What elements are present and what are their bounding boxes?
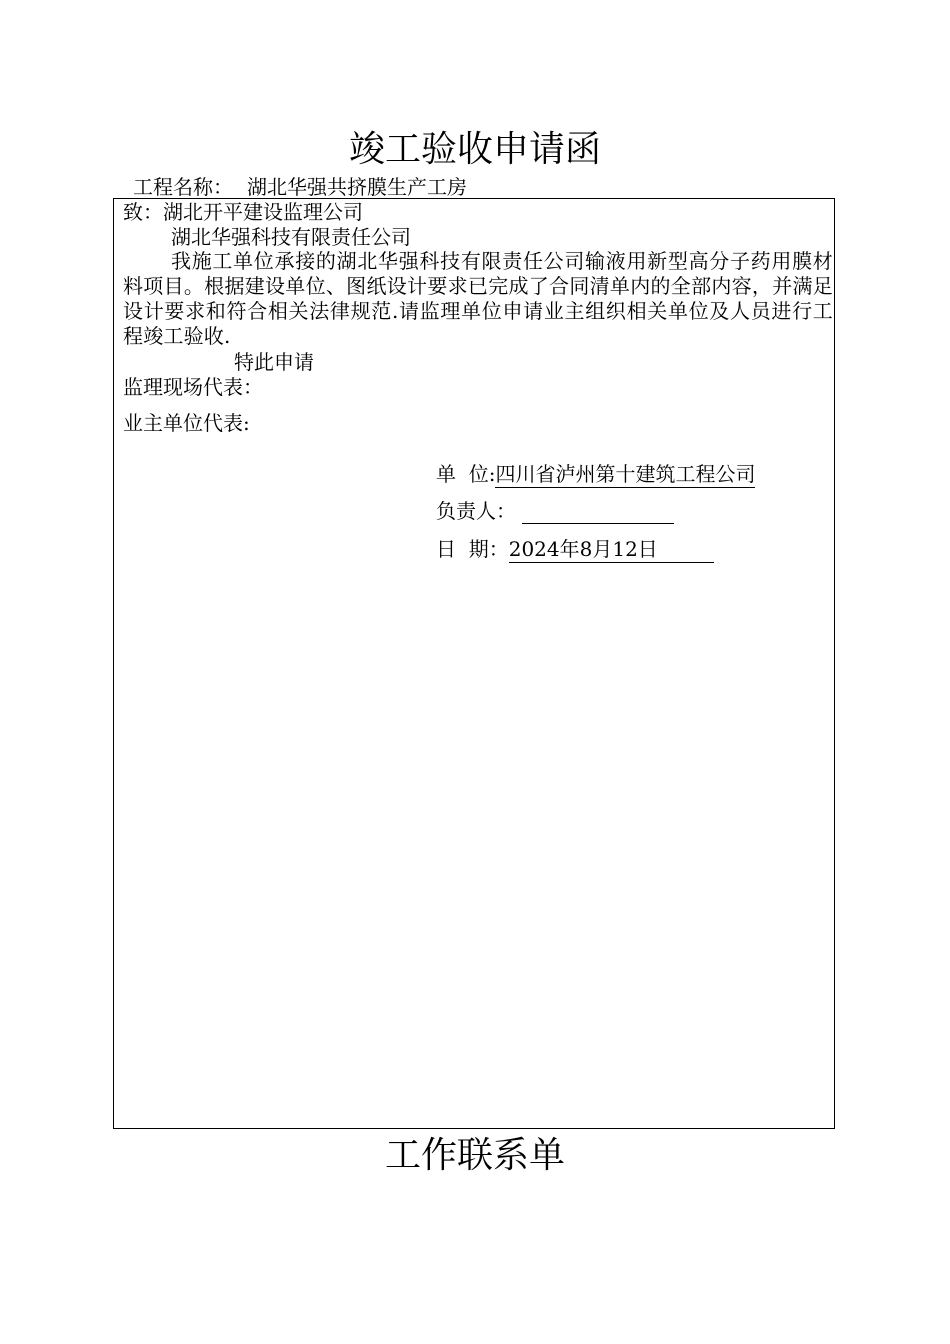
recipient-line-1: [123, 200, 363, 225]
unit-value: 四川省泸州第十建筑工程公司: [495, 462, 756, 486]
next-section-title: 工作联系单: [384, 1135, 565, 1176]
project-name: 湖北华强共挤膜生产工房: [247, 175, 467, 199]
date-underline-fill: [658, 540, 714, 563]
unit-row: [436, 461, 755, 487]
project-label: 工程名称：: [133, 175, 233, 199]
letter-box: [113, 198, 835, 1129]
owner-rep-label: 业主单位代表:: [123, 411, 250, 435]
to-prefix: 致：: [123, 200, 163, 224]
project-name-line: [133, 174, 467, 200]
closing-text: 特此申请: [234, 350, 314, 374]
person-row: [436, 498, 674, 524]
date-row: [436, 536, 714, 563]
letter-body: 我施工单位承接的湖北华强科技有限责任公司输液用新型高分子药用膜材料项目。根据建设单位、图纸设计要求已完成了合同清单内的全部内容，并满足设计要求和符合相关法律规范.请监理单位申请业主组织相关单位及人员进行工程竣工验收.: [123, 249, 833, 348]
document-title: 竣工验收申请函: [348, 129, 601, 170]
person-signature-line: [522, 501, 674, 524]
person-label: 负责人：: [436, 499, 516, 523]
supervisor-rep-label: 监理现场代表：: [123, 375, 263, 399]
unit-label: 单 位:: [436, 462, 496, 486]
recipient-2: 湖北华强科技有限责任公司: [171, 225, 411, 249]
date-value: 2024年8月12日: [508, 537, 658, 561]
recipient-1: 湖北开平建设监理公司: [163, 200, 363, 224]
date-label: 日 期：: [436, 537, 509, 561]
